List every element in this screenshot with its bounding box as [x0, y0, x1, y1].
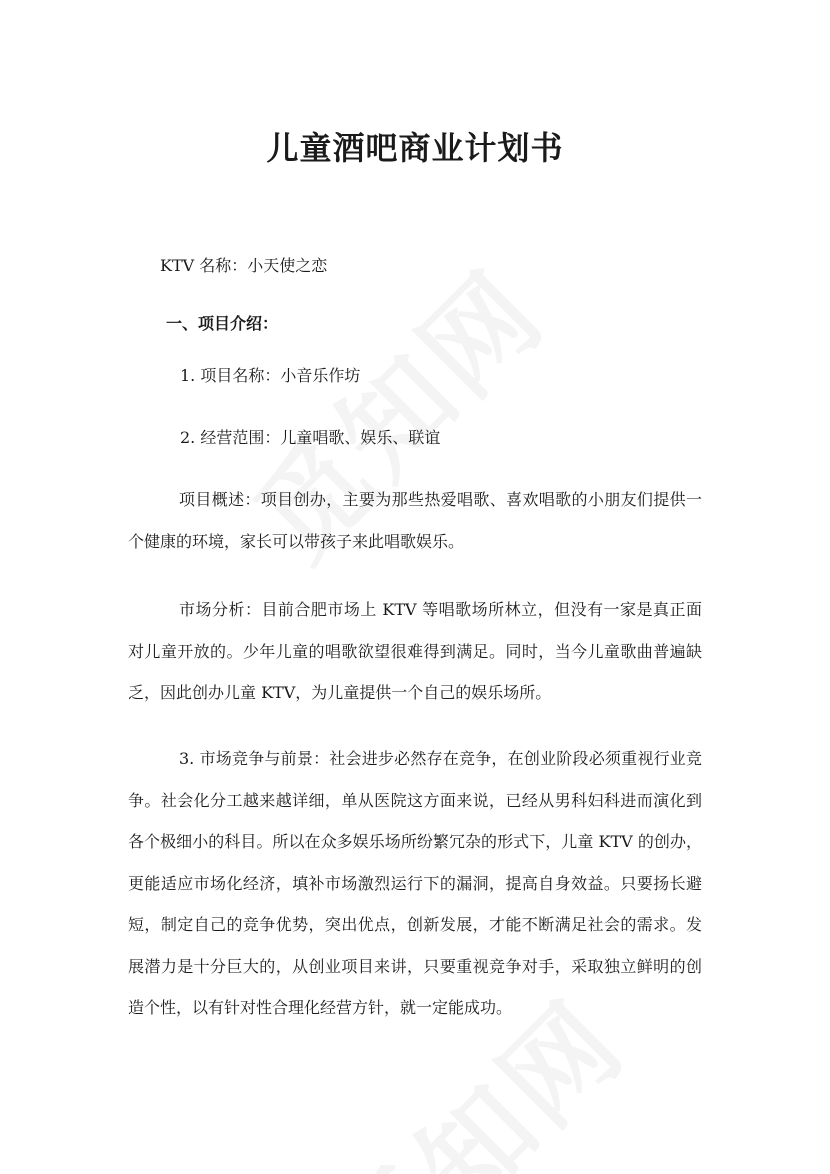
list-item-business-scope: 2. 经营范围：儿童唱歌、娱乐、联谊	[180, 428, 441, 447]
list-item-project-name: 1. 项目名称：小音乐作坊	[180, 366, 361, 385]
paragraph-market-analysis: 市场分析：目前合肥市场上 KTV 等唱歌场所林立，但没有一家是真正面对儿童开放的。少年儿童的唱歌欲望很难得到满足。同时，当今儿童歌曲普遍缺乏，因此创办儿童 KTV，为儿童提供一个自己的娱乐场所。	[128, 600, 702, 702]
paragraph-project-overview: 项目概述：项目创办，主要为那些热爱唱歌、喜欢唱歌的小朋友们提供一个健康的环境，家长可以带孩子来此唱歌娱乐。	[128, 490, 702, 551]
paragraph-market-competition: 3. 市场竞争与前景：社会进步必然存在竞争，在创业阶段必须重视行业竞争。社会化分工越来越详细，单从医院这方面来说，已经从男科妇科进而演化到各个极细小的科目。所以在众多娱乐场所纷繁冗杂的形式下，儿童 KTV 的创办，更能适应市场化经济，填补市场激烈运行下的漏洞，提高自身效益。只要扬长避短，制定自己的竞争优势，突出优点，创新发展，才能不断满足社会的需求。发展潜力是十分巨大的，从创业项目来讲，只要重视竞争对手，采取独立鲜明的创造个性，以有针对性合理化经营方针，就一定能成功。	[128, 749, 702, 1017]
ktv-name-line: KTV 名称：小天使之恋	[160, 256, 328, 275]
document-title: 儿童酒吧商业计划书	[266, 129, 564, 167]
section-heading-project-intro: 一、项目介绍：	[166, 314, 279, 333]
